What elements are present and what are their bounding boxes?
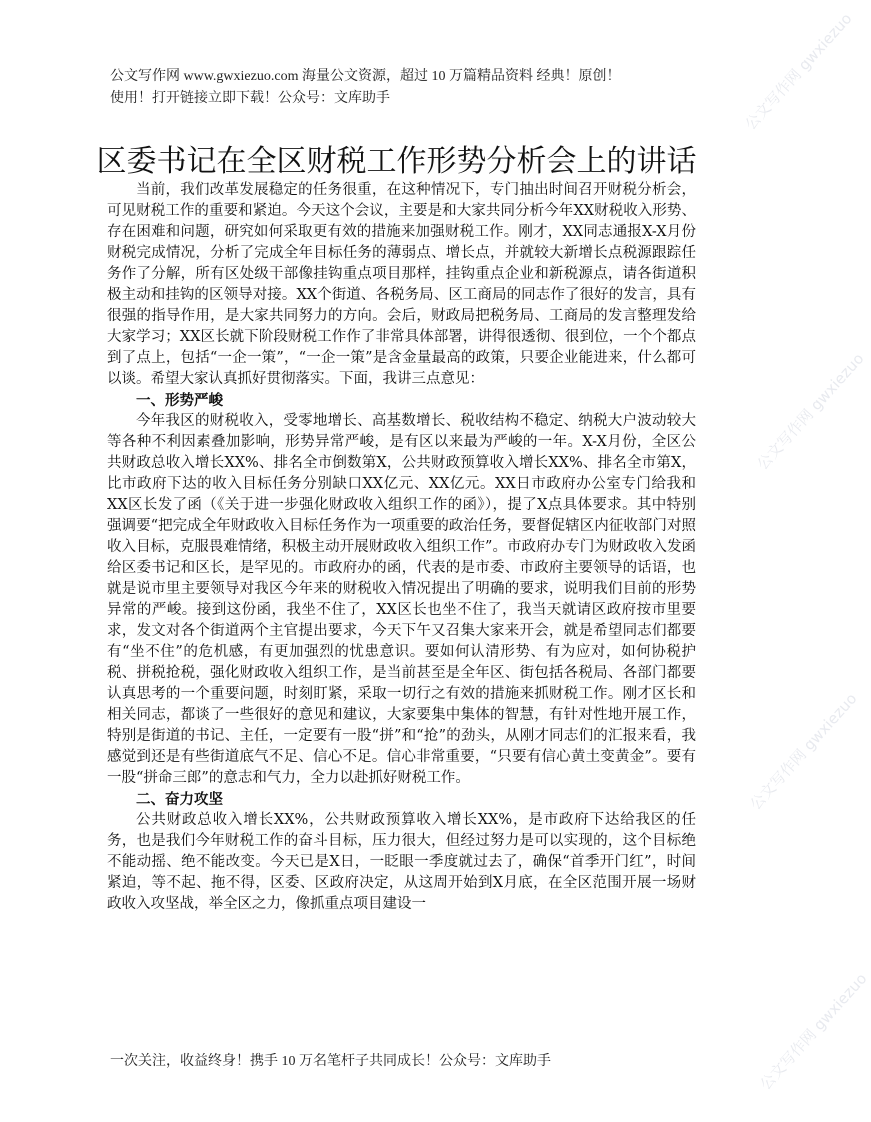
watermark-text: 公文写作网 gwxiezuo bbox=[753, 349, 868, 474]
watermark-text: 公文写作网 gwxiezuo bbox=[746, 689, 861, 814]
header-note bbox=[110, 66, 700, 110]
header-line-1: 公文写作网 www.gwxiezuo.com 海量公文资源，超过 10 万篇精品资料 经典！原创！ bbox=[110, 69, 621, 84]
watermark-text: 公文写作网 gwxiezuo bbox=[756, 969, 871, 1094]
header-line-2: 使用！打开链接立即下载！公众号：文库助手 bbox=[110, 91, 390, 106]
body-paragraph: 当前，我们改革发展稳定的任务很重，在这种情况下，专门抽出时间召开财税分析会，可见财税工作的重要和紧迫。今天这个会议，主要是和大家共同分析今年XX财税收入形势、存在困难和问题，研究如何采取更有效的措施来加强财税工作。刚才，XX同志通报X-X月份财税完成情况，分析了完成全年目标任务的薄弱点、增长点，并就较大新增长点税源跟踪任务作了分解，所有区处级干部像挂钩重点项目那样，挂钩重点企业和新税源点，请各街道积极主动和挂钩的区领导对接。XX个街道、各税务局、区工商局的同志作了很好的发言，具有很强的指导作用，是大家共同努力的方向。会后，财政局把税务局、工商局的发言整理发给大家学习；XX区长就下阶段财税工作作了非常具体部署，讲得很透彻、很到位，一个个都点到了点上，包括“一企一策”，“一企一策”是含金量最高的政策，只要企业能进来，什么都可以谈。希望大家认真抓好贯彻落实。下面，我讲三点意见： bbox=[107, 182, 696, 387]
body-paragraph: 今年我区的财税收入，受零地增长、高基数增长、税收结构不稳定、纳税大户波动较大等各种不利因素叠加影响，形势异常严峻，是有区以来最为严峻的一年。X-X月份，全区公共财政总收入增长XX%、排名全市倒数第X，公共财政预算收入增长XX%、排名全市第X，比市政府下达的收入目标任务分别缺口XX亿元、XX亿元。XX日市政府办公室专门给我和XX区长发了函（《关于进一步强化财政收入组织工作的函》），提了X点具体要求。其中特别强调要“把完成全年财政收入目标任务作为一项重要的政治任务，要督促辖区内征收部门对照收入目标，克服畏难情绪，积极主动开展财政收入组织工作”。市政府办专门为财政收入发函给区委书记和区长，是罕见的。市政府办的函，代表的是市委、市政府主要领导的话语，也就是说市里主要领导对我区今年来的财税收入情况提出了明确的要求，说明我们目前的形势异常的严峻。接到这份函，我坐不住了，XX区长也坐不住了，我当天就请区政府按市里要求，发文对各个街道两个主官提出要求，今天下午又召集大家来开会，就是希望同志们都要有“坐不住”的危机感，有更加强烈的忧患意识。要如何认清形势、有为应对，如何协税护税、拼税抢税，强化财政收入组织工作，是当前甚至是全年区、街包括各税局、各部门都要认真思考的一个重要问题，时刻盯紧，采取一切行之有效的措施来抓财税工作。刚才区长和相关同志，都谈了一些很好的意见和建议，大家要集中集体的智慧，有针对性地开展工作，特别是街道的书记、主任，一定要有一股“拼”和“抢”的劲头，从刚才同志们的汇报来看，我感觉到还是有些街道底气不足、信心不足。信心非常重要，“只要有信心黄土变黄金”。要有一股“拼命三郎”的意志和气力，全力以赴抓好财税工作。 bbox=[107, 413, 696, 786]
document-title: 区委书记在全区财税工作形势分析会上的讲话 bbox=[96, 144, 697, 179]
section-heading: 二、奋力攻坚 bbox=[136, 791, 223, 808]
watermark-text: 公文写作网 gwxiezuo bbox=[741, 9, 856, 134]
footer-note: 一次关注，收益终身！携手 10 万名笔杆子共同成长！公众号：文库助手 bbox=[110, 1054, 551, 1069]
section-heading: 一、形势严峻 bbox=[136, 392, 223, 409]
body-paragraph: 公共财政总收入增长XX%，公共财政预算收入增长XX%，是市政府下达给我区的任务，也是我们今年财税工作的奋斗目标，压力很大，但经过努力是可以实现的，这个目标绝不能动摇、绝不能改变。今天已是X日，一眨眼一季度就过去了，确保“首季开门红”，时间紧迫，等不起、拖不得，区委、区政府决定，从这周开始到X月底，在全区范围开展一场财政收入攻坚战，举全区之力，像抓重点项目建设一 bbox=[107, 812, 696, 912]
document-body bbox=[107, 180, 696, 915]
